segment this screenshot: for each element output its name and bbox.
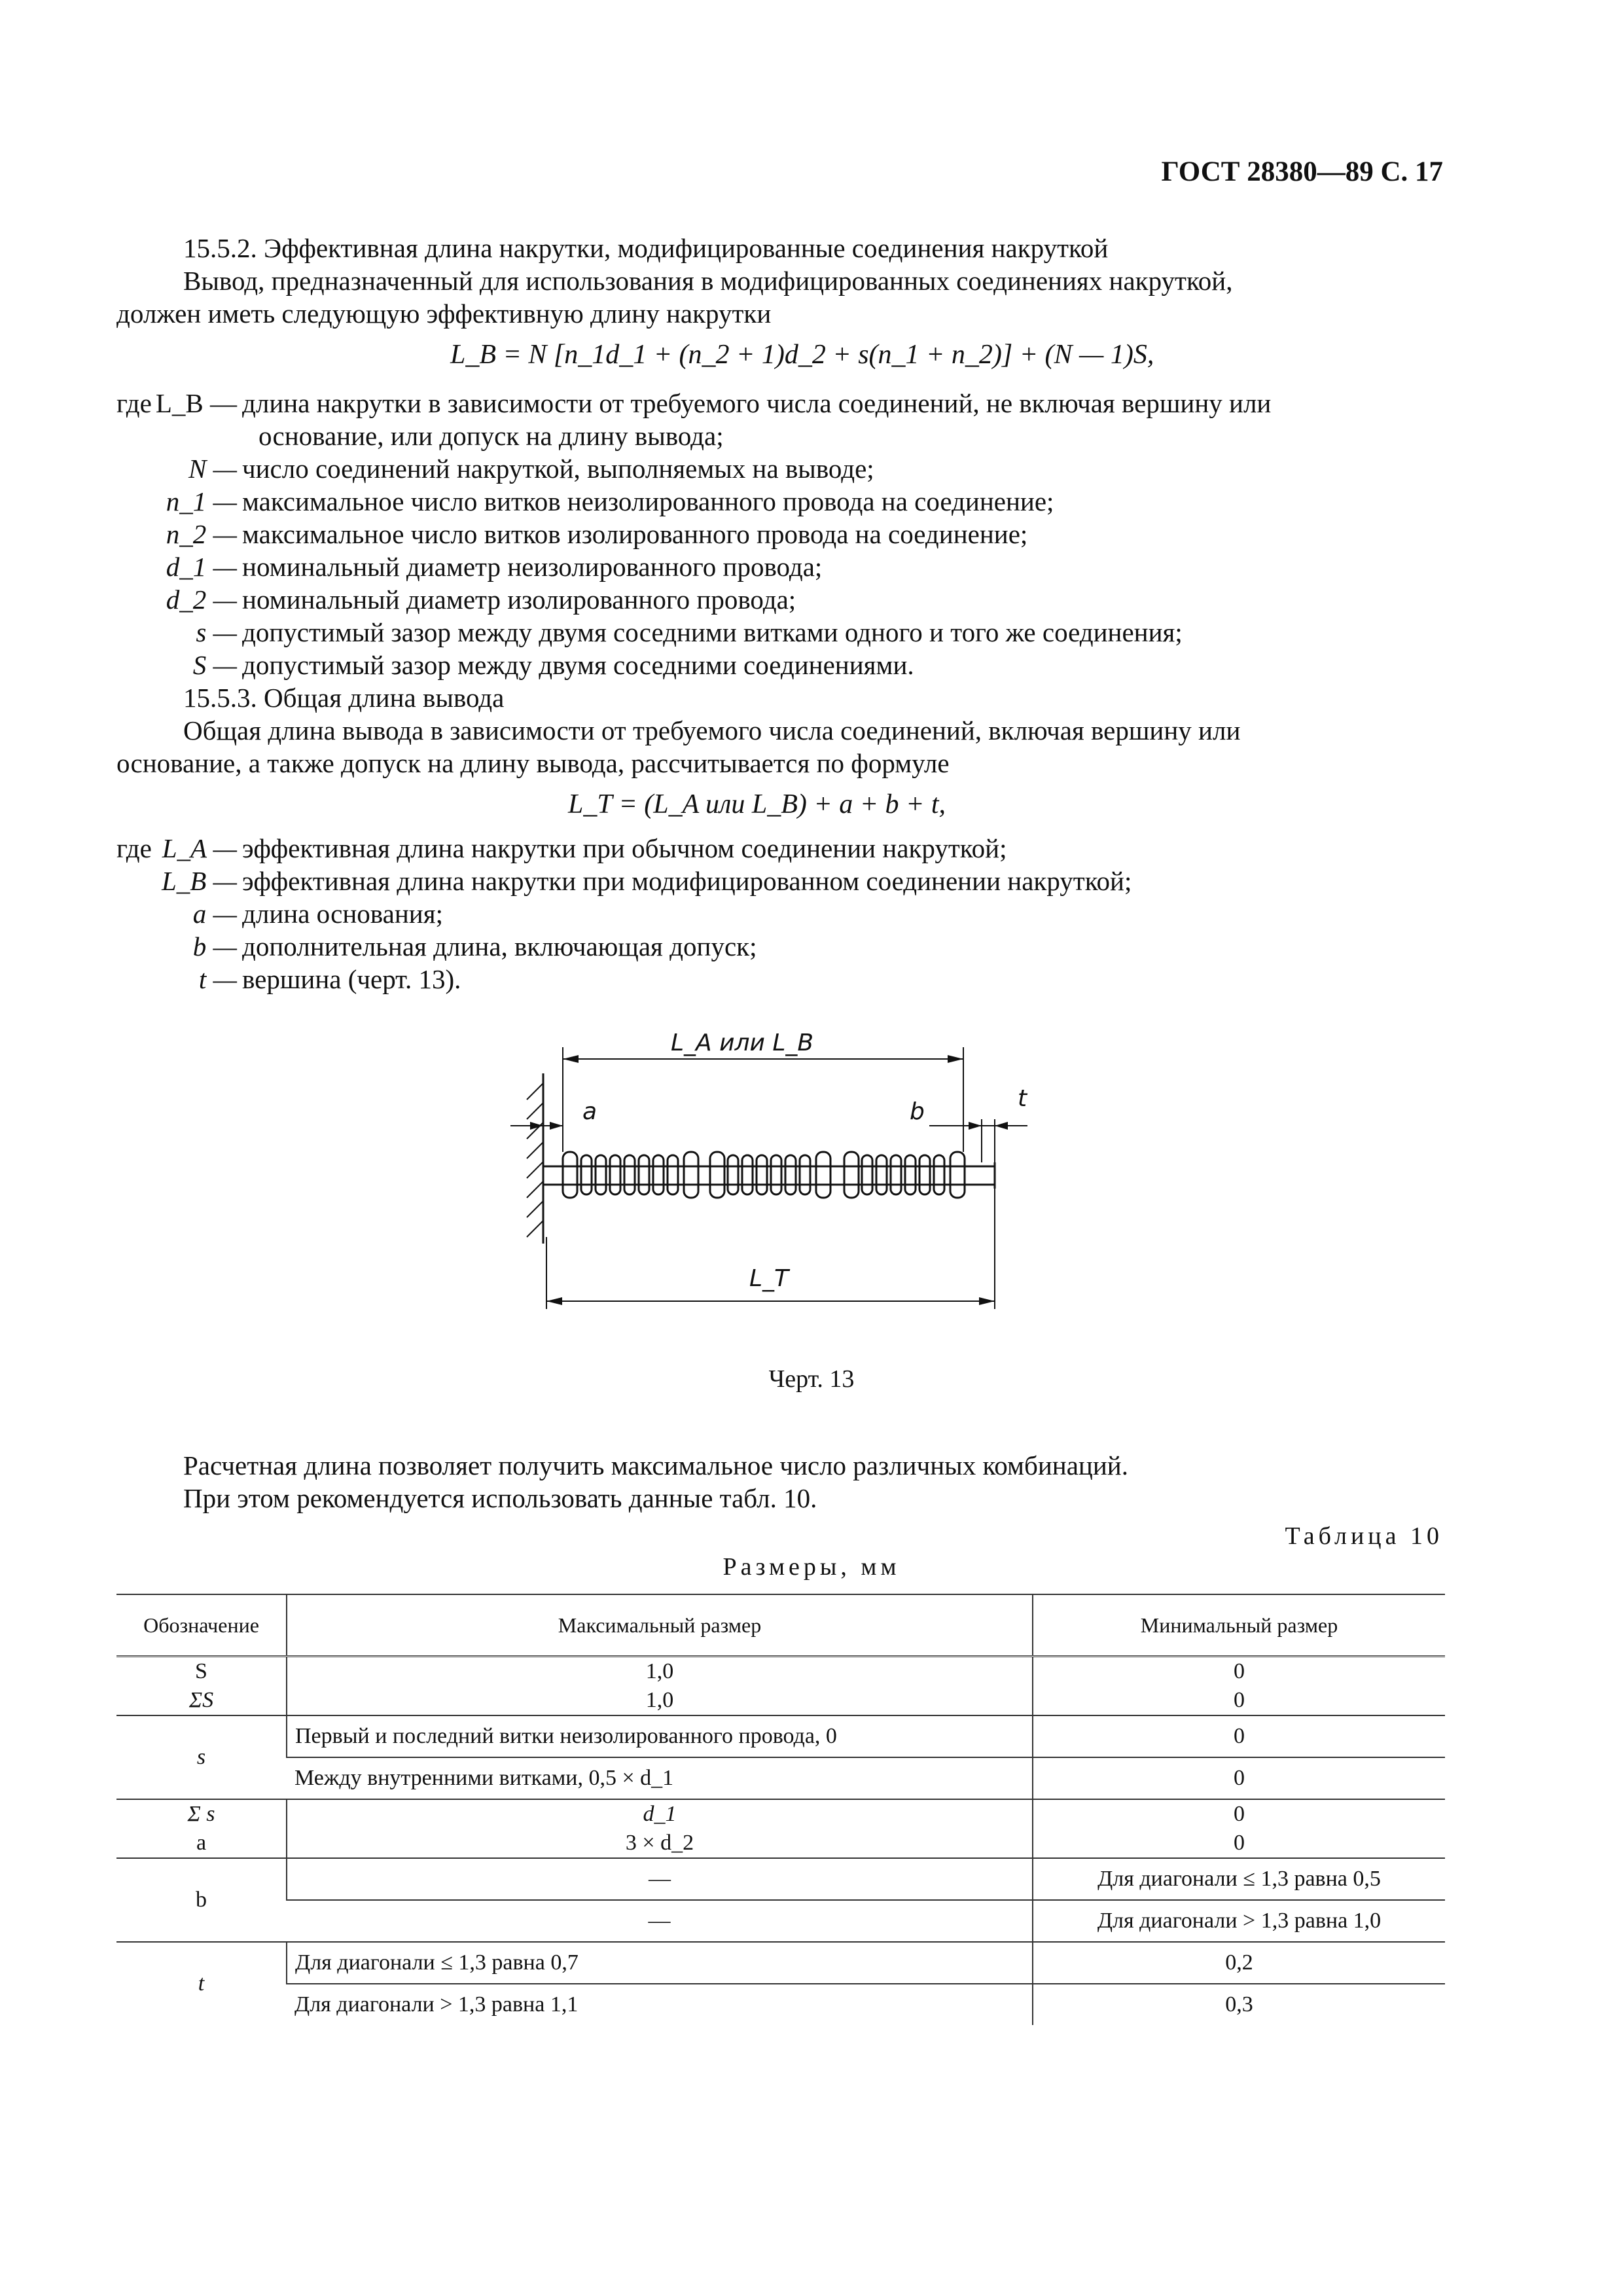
cell-symbol: S bbox=[195, 1659, 207, 1683]
section-15-5-2-paragraph-line1: Вывод, предназначенный для использования в модифицированных соединениях накруткой, bbox=[183, 266, 1233, 296]
col-header-max: Максимальный размер bbox=[287, 1595, 1033, 1657]
cell-max: 1,0 bbox=[645, 1659, 674, 1683]
page-header: ГОСТ 28380—89 С. 17 bbox=[1161, 156, 1443, 187]
coil-group-2 bbox=[710, 1152, 830, 1198]
formula-lt-text: L_T = (L_A или L_B) + a + b + t, bbox=[568, 789, 946, 819]
def-text: максимальное число витков неизолированного провода на соединение; bbox=[242, 486, 1054, 516]
cell-symbol: Σ s bbox=[187, 1802, 215, 1826]
after-text-line2: При этом рекомендуется использовать данные табл. 10. bbox=[183, 1483, 817, 1513]
label-la-lb: L_A или L_B bbox=[671, 1030, 814, 1056]
formula-lb-text: L_B = N [n_1d_1 + (n_2 + 1)d_2 + s(n_1 + n_2)] + (N — 1)S, bbox=[450, 340, 1154, 370]
def-text: длина накрутки в зависимости от требуемого числа соединений, не включая вершину или bbox=[242, 388, 1272, 418]
cell-max: 3 × d_2 bbox=[625, 1831, 694, 1855]
label-t: t bbox=[1018, 1085, 1027, 1112]
where-label-2: где bbox=[116, 833, 152, 863]
def-symbol: S — bbox=[192, 650, 237, 680]
col-header-min: Минимальный размер bbox=[1033, 1595, 1445, 1657]
def-text: основание, или допуск на длину вывода; bbox=[259, 421, 724, 451]
label-a: a bbox=[582, 1098, 597, 1125]
table-row bbox=[116, 1942, 1445, 1984]
def-symbol: L_A — bbox=[162, 833, 237, 863]
def-text: максимальное число витков изолированного провода на соединение; bbox=[242, 519, 1028, 549]
cell-min: 0 bbox=[1234, 1659, 1245, 1683]
table-row bbox=[116, 1858, 1445, 1900]
label-lt: L_T bbox=[749, 1265, 789, 1292]
table-row bbox=[116, 1757, 1445, 1799]
cell-min: Для диагонали ≤ 1,3 равна 0,5 bbox=[1033, 1858, 1445, 1900]
cell-min: 0 bbox=[1033, 1715, 1445, 1757]
cell-symbol: t bbox=[116, 1942, 287, 2025]
cell-min: 0 bbox=[1234, 1802, 1245, 1826]
cell-symbol: s bbox=[116, 1715, 287, 1799]
cell-min: 0 bbox=[1033, 1757, 1445, 1799]
def-symbol: L_B — bbox=[155, 388, 237, 418]
def-symbol: a — bbox=[192, 899, 237, 929]
def-text: допустимый зазор между двумя соседними соединениями. bbox=[242, 650, 914, 680]
cell-max: — bbox=[287, 1858, 1033, 1900]
def-symbol: t — bbox=[198, 964, 237, 994]
formula-lb bbox=[450, 339, 1154, 370]
def-symbol: s — bbox=[196, 617, 237, 647]
cell-max: Для диагонали ≤ 1,3 равна 0,7 bbox=[287, 1942, 1033, 1984]
cell-min: 0 bbox=[1234, 1831, 1245, 1855]
terminal-drawing bbox=[497, 1021, 1086, 1322]
section-15-5-3-title: 15.5.3. Общая длина вывода bbox=[183, 683, 505, 713]
def-text: эффективная длина накрутки при обычном соединении накруткой; bbox=[242, 833, 1007, 863]
table-row bbox=[116, 1984, 1445, 2025]
cell-max: 1,0 bbox=[645, 1688, 674, 1712]
cell-min: 0 bbox=[1234, 1688, 1245, 1712]
cell-min: 0,3 bbox=[1033, 1984, 1445, 2025]
def-symbol: n_2 — bbox=[166, 519, 237, 549]
table-row bbox=[116, 1715, 1445, 1757]
cell-max: — bbox=[287, 1900, 1033, 1942]
cell-max: Для диагонали > 1,3 равна 1,1 bbox=[287, 1984, 1033, 2025]
def-symbol: d_2 — bbox=[166, 584, 237, 615]
table-units: Размеры, мм bbox=[722, 1553, 901, 1581]
col-header-designation: Обозначение bbox=[116, 1595, 287, 1657]
table-label: Таблица 10 bbox=[1285, 1522, 1443, 1550]
cell-min: Для диагонали > 1,3 равна 1,0 bbox=[1033, 1900, 1445, 1942]
def-symbol: n_1 — bbox=[166, 486, 237, 516]
table-10 bbox=[116, 1595, 1445, 2025]
label-b: b bbox=[910, 1098, 925, 1125]
section-15-5-3-paragraph-line1: Общая длина вывода в зависимости от требуемого числа соединений, включая вершину или bbox=[183, 715, 1241, 745]
coil-group-3 bbox=[844, 1152, 965, 1198]
table-row bbox=[116, 1799, 1445, 1858]
cell-min: 0,2 bbox=[1033, 1942, 1445, 1984]
table-row bbox=[116, 1657, 1445, 1716]
section-15-5-3-paragraph-line2: основание, а также допуск на длину вывода, рассчитывается по формуле bbox=[116, 748, 950, 778]
def-text: дополнительная длина, включающая допуск; bbox=[242, 931, 757, 961]
def-symbol: L_B — bbox=[161, 866, 237, 896]
def-text: номинальный диаметр неизолированного провода; bbox=[242, 552, 823, 582]
def-text: вершина (черт. 13). bbox=[242, 964, 461, 994]
def-text: допустимый зазор между двумя соседними витками одного и того же соединения; bbox=[242, 617, 1183, 647]
def-text: номинальный диаметр изолированного провода; bbox=[242, 584, 796, 615]
where-label-1: где bbox=[116, 388, 152, 418]
section-15-5-2-paragraph-line2: должен иметь следующую эффективную длину накрутки bbox=[116, 298, 772, 329]
cell-symbol: a bbox=[196, 1831, 207, 1855]
drawing-caption: Черт. 13 bbox=[768, 1365, 855, 1393]
def-symbol: N — bbox=[188, 454, 237, 484]
cell-symbol: b bbox=[116, 1858, 287, 1942]
def-symbol: b — bbox=[192, 931, 237, 961]
coil-group-1 bbox=[563, 1152, 698, 1198]
cell-max: Первый и последний витки неизолированного провода, 0 bbox=[287, 1715, 1033, 1757]
table-row bbox=[116, 1900, 1445, 1942]
def-text: эффективная длина накрутки при модифицированном соединении накруткой; bbox=[242, 866, 1132, 896]
after-text-line1: Расчетная длина позволяет получить максимальное число различных комбинаций. bbox=[183, 1450, 1128, 1480]
cell-max: d_1 bbox=[643, 1802, 677, 1826]
def-symbol: d_1 — bbox=[166, 552, 237, 582]
cell-max: Между внутренними витками, 0,5 × d_1 bbox=[287, 1757, 1033, 1799]
cell-symbol: ΣS bbox=[188, 1688, 214, 1712]
formula-lt bbox=[568, 789, 946, 820]
def-text: число соединений накруткой, выполняемых на выводе; bbox=[242, 454, 874, 484]
wall-hatching bbox=[527, 1083, 543, 1237]
section-15-5-2-title: 15.5.2. Эффективная длина накрутки, модифицированные соединения накруткой bbox=[183, 233, 1109, 263]
def-text: длина основания; bbox=[242, 899, 443, 929]
